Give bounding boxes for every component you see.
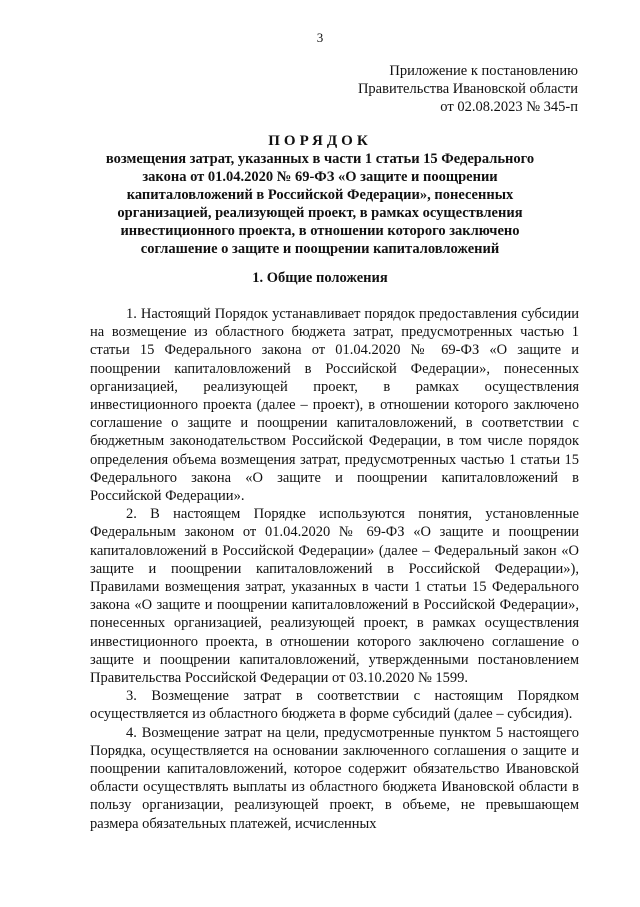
annex-block xyxy=(358,62,578,116)
paragraph-1: 1. Настоящий Порядок устанавливает порядок предоставления субсидии на возмещение из областного бюджета затрат, предусмотренных частью 1 статьи 15 Федерального закона от 01.04.2020 № 69-ФЗ «О защите и поощрении капиталовложений в Российской Федерации», понесенных организацией, реализующей проект, в рамках осуществления инвестиционного проекта (далее – проект), в отношении которого заключено соглашение о защите и поощрении капиталовложений, в соответствии с бюджетным законодательством Российской Федерации, в том числе порядок определения объема возмещения затрат, предусмотренных частью 1 статьи 15 Федерального закона «О защите и поощрении капиталовложений в Российской Федерации». xyxy=(90,306,579,505)
annex-line-1: Приложение к постановлению xyxy=(389,63,578,79)
paragraph-2: 2. В настоящем Порядке используются понятия, установленные Федеральным законом от 01.04.2020 № 69-ФЗ «О защите и поощрении капиталовложений в Российской Федерации» (далее – Федеральный закон «О защите и поощрении капиталовложений в Российской Федерации»), Правилами возмещения затрат, указанных в части 1 статьи 15 Федерального закона «О защите и поощрении капиталовложений в Российской Федерации», понесенных организацией, реализующей проект, в рамках осуществления инвестиционного проекта, в отношении которого заключено соглашение о защите и поощрении капиталовложений, утвержденными постановлением Правительства Российской Федерации от 03.10.2020 № 1599. xyxy=(90,506,579,687)
body-text xyxy=(90,305,579,833)
paragraph-4: 4. Возмещение затрат на цели, предусмотренные пунктом 5 настоящего Порядка, осуществляется на основании заключенного соглашения о защите и поощрении капиталовложений, которое содержит обязательство Ивановской области осуществлять выплаты из областного бюджета Ивановской области в пользу организации, реализующей проект, в объеме, не превышающем размера обязательных платежей, исчисленных xyxy=(90,724,579,832)
annex-line-2: Правительства Ивановской области xyxy=(357,81,578,97)
paragraph-3: 3. Возмещение затрат в соответствии с настоящим Порядком осуществляется из областного бюджета в форме субсидий (далее – субсидия). xyxy=(90,688,579,723)
title-block xyxy=(95,132,545,258)
annex-line-3: от 02.08.2023 № 345-п xyxy=(440,99,578,115)
document-title: ПОРЯДОК xyxy=(268,133,372,149)
document-subtitle: возмещения затрат, указанных в части 1 статьи 15 Федерального закона от 01.04.2020 № 69-ФЗ «О защите и поощрении капиталовложений в Российской Федерации», понесенных организацией, реализующей проект, в рамках осуществления инвестиционного проекта, в отношении которого заключено соглашение о защите и поощрении капиталовложений xyxy=(105,151,535,257)
page-number: 3 xyxy=(316,30,324,45)
section-heading: 1. Общие положения xyxy=(252,270,388,286)
